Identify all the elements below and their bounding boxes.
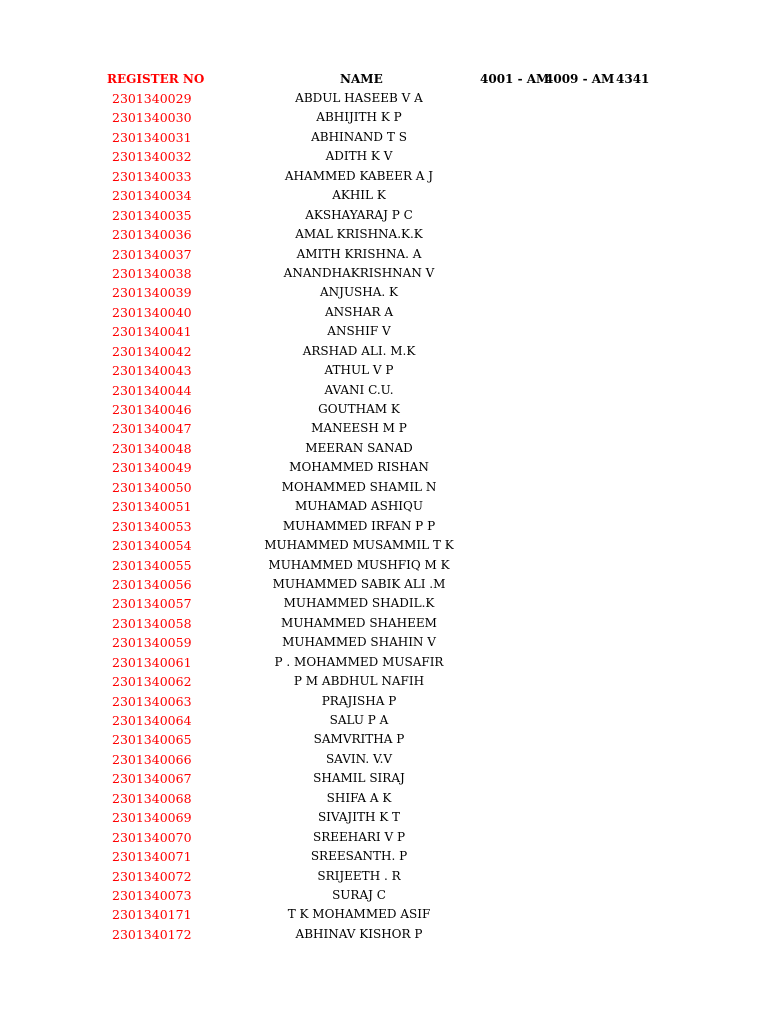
register-number: 2301340046 xyxy=(112,402,192,417)
student-name: ABHIJITH K P xyxy=(316,110,402,125)
table-row xyxy=(0,828,768,847)
student-name: MUHAMMED SHAHEEM xyxy=(281,615,437,630)
register-number: 2301340068 xyxy=(112,790,192,806)
register-number: 2301340034 xyxy=(112,188,192,204)
table-header xyxy=(0,70,768,88)
table-row xyxy=(0,245,768,264)
student-name: ANSHAR A xyxy=(324,304,394,319)
student-name: T K MOHAMMED ASIF xyxy=(287,907,431,922)
header-course-4009: 4009 - AM xyxy=(545,72,615,86)
register-number: 2301340041 xyxy=(112,324,192,340)
table-row xyxy=(0,458,768,477)
student-name: SAVIN. V.V xyxy=(325,751,393,766)
student-name: MUHAMMED SHAHIN V xyxy=(282,635,436,650)
table-row xyxy=(0,692,768,711)
student-name: MUHAMAD ASHIQU xyxy=(295,499,423,514)
header-register-no: REGISTER NO xyxy=(107,72,205,86)
student-name: AKHIL K xyxy=(332,188,386,203)
register-number: 2301340053 xyxy=(112,518,192,534)
table-row xyxy=(0,497,768,516)
student-name: ARSHAD ALI. M.K xyxy=(302,343,416,358)
register-number: 2301340042 xyxy=(112,343,192,359)
table-row xyxy=(0,886,768,905)
table-row xyxy=(0,594,768,613)
student-name: AMITH KRISHNA. A xyxy=(296,246,422,261)
table-row xyxy=(0,400,768,419)
table-row xyxy=(0,303,768,322)
student-name: AMAL KRISHNA.K.K xyxy=(295,227,423,242)
student-name: SAMVRITHA P xyxy=(313,732,405,747)
register-number: 2301340072 xyxy=(112,868,192,884)
student-name: MUHAMMED IRFAN P P xyxy=(282,518,436,533)
register-number: 2301340057 xyxy=(112,596,192,612)
register-number: 2301340030 xyxy=(112,110,192,126)
student-name: ABDUL HASEEB V A xyxy=(295,91,423,105)
table-row xyxy=(0,342,768,361)
register-number: 2301340171 xyxy=(112,907,192,923)
table-row xyxy=(0,206,768,225)
student-name: SREEHARI V P xyxy=(312,829,406,844)
table-row xyxy=(0,847,768,866)
student-name: ANANDHAKRISHNAN V xyxy=(283,265,435,280)
table-row xyxy=(0,89,768,108)
register-number: 2301340047 xyxy=(112,421,192,437)
student-name: MUHAMMED MUSHFIQ M K xyxy=(268,557,450,572)
table-row xyxy=(0,769,768,788)
register-number: 2301340031 xyxy=(112,129,192,145)
register-number: 2301340062 xyxy=(112,674,192,690)
table-row xyxy=(0,633,768,652)
table-row xyxy=(0,361,768,380)
student-name: MOHAMMED SHAMIL N xyxy=(281,479,437,494)
header-course-4341: 4341 xyxy=(616,72,650,86)
student-name: SALU P A xyxy=(329,713,389,727)
register-number: 2301340073 xyxy=(112,887,192,903)
table-row xyxy=(0,614,768,633)
table-row xyxy=(0,381,768,400)
student-name: AKSHAYARAJ P C xyxy=(305,207,413,222)
student-name: SRIJEETH . R xyxy=(317,868,401,883)
student-name: SHIFA A K xyxy=(326,790,392,805)
table-row xyxy=(0,264,768,283)
register-number: 2301340040 xyxy=(112,304,192,320)
table-row xyxy=(0,186,768,205)
register-number: 2301340058 xyxy=(112,615,192,631)
student-name: SURAJ C xyxy=(332,887,386,902)
student-name: GOUTHAM K xyxy=(318,402,400,416)
student-name: MEERAN SANAD xyxy=(305,440,413,455)
table-row xyxy=(0,108,768,127)
table-row xyxy=(0,128,768,147)
register-number: 2301340029 xyxy=(112,91,192,106)
register-number: 2301340039 xyxy=(112,285,192,301)
register-number: 2301340055 xyxy=(112,557,192,573)
table-row xyxy=(0,711,768,730)
register-number: 2301340061 xyxy=(112,654,192,670)
register-number: 2301340049 xyxy=(112,460,192,476)
student-name: ANSHIF V xyxy=(327,324,391,339)
table-row xyxy=(0,147,768,166)
student-name: SREESANTH. P xyxy=(310,849,408,864)
table-row xyxy=(0,789,768,808)
student-name: P M ABDHUL NAFIH xyxy=(293,674,425,689)
student-name: MOHAMMED RISHAN xyxy=(289,460,429,475)
table-row xyxy=(0,517,768,536)
register-number: 2301340044 xyxy=(112,382,192,398)
header-name: NAME xyxy=(340,72,383,86)
student-name: SIVAJITH K T xyxy=(317,810,401,825)
register-number: 2301340037 xyxy=(112,246,192,262)
register-number: 2301340172 xyxy=(112,926,192,942)
register-number: 2301340033 xyxy=(112,168,192,184)
register-number: 2301340066 xyxy=(112,751,192,767)
table-row xyxy=(0,283,768,302)
table-row xyxy=(0,925,768,944)
table-row xyxy=(0,672,768,691)
register-number: 2301340065 xyxy=(112,732,192,748)
register-number: 2301340048 xyxy=(112,440,192,456)
table-row xyxy=(0,653,768,672)
table-row xyxy=(0,575,768,594)
register-number: 2301340056 xyxy=(112,576,192,592)
register-number: 2301340069 xyxy=(112,810,192,826)
student-name: AHAMMED KABEER A J xyxy=(284,168,434,183)
student-name: SHAMIL SIRAJ xyxy=(313,771,405,786)
register-number: 2301340071 xyxy=(112,849,192,865)
table-row xyxy=(0,556,768,575)
student-name: MUHAMMED SABIK ALI .M xyxy=(272,576,446,591)
student-name: MANEESH M P xyxy=(311,421,407,436)
table-row xyxy=(0,225,768,244)
register-number: 2301340038 xyxy=(112,265,192,281)
register-number: 2301340032 xyxy=(112,149,192,165)
table-row xyxy=(0,478,768,497)
student-name: MUHAMMED SHADIL.K xyxy=(283,596,435,611)
table-row xyxy=(0,808,768,827)
student-name: AVANI C.U. xyxy=(324,382,394,397)
register-number: 2301340035 xyxy=(112,207,192,223)
student-name: ABHINAV KISHOR P xyxy=(295,926,423,941)
register-number: 2301340059 xyxy=(112,635,192,651)
student-name: P . MOHAMMED MUSAFIR xyxy=(274,654,444,669)
table-row xyxy=(0,419,768,438)
register-number: 2301340067 xyxy=(112,771,192,787)
student-name: ATHUL V P xyxy=(324,363,394,378)
student-list xyxy=(0,89,768,944)
student-name: ADITH K V xyxy=(325,149,393,164)
table-row xyxy=(0,730,768,749)
student-name: ABHINAND T S xyxy=(311,129,407,144)
student-name: PRAJISHA P xyxy=(321,693,397,708)
table-row xyxy=(0,167,768,186)
register-number: 2301340070 xyxy=(112,829,192,845)
table-row xyxy=(0,439,768,458)
table-row xyxy=(0,867,768,886)
table-row xyxy=(0,536,768,555)
student-name: MUHAMMED MUSAMMIL T K xyxy=(264,538,454,553)
student-name: ANJUSHA. K xyxy=(319,285,399,300)
table-row xyxy=(0,322,768,341)
register-number: 2301340050 xyxy=(112,479,192,495)
register-number: 2301340064 xyxy=(112,713,192,728)
table-row xyxy=(0,905,768,924)
register-number: 2301340036 xyxy=(112,227,192,243)
table-row xyxy=(0,750,768,769)
register-number: 2301340054 xyxy=(112,538,192,554)
register-number: 2301340063 xyxy=(112,693,192,709)
header-course-4001: 4001 - AM xyxy=(480,72,550,86)
register-number: 2301340051 xyxy=(112,499,192,515)
register-number: 2301340043 xyxy=(112,363,192,379)
